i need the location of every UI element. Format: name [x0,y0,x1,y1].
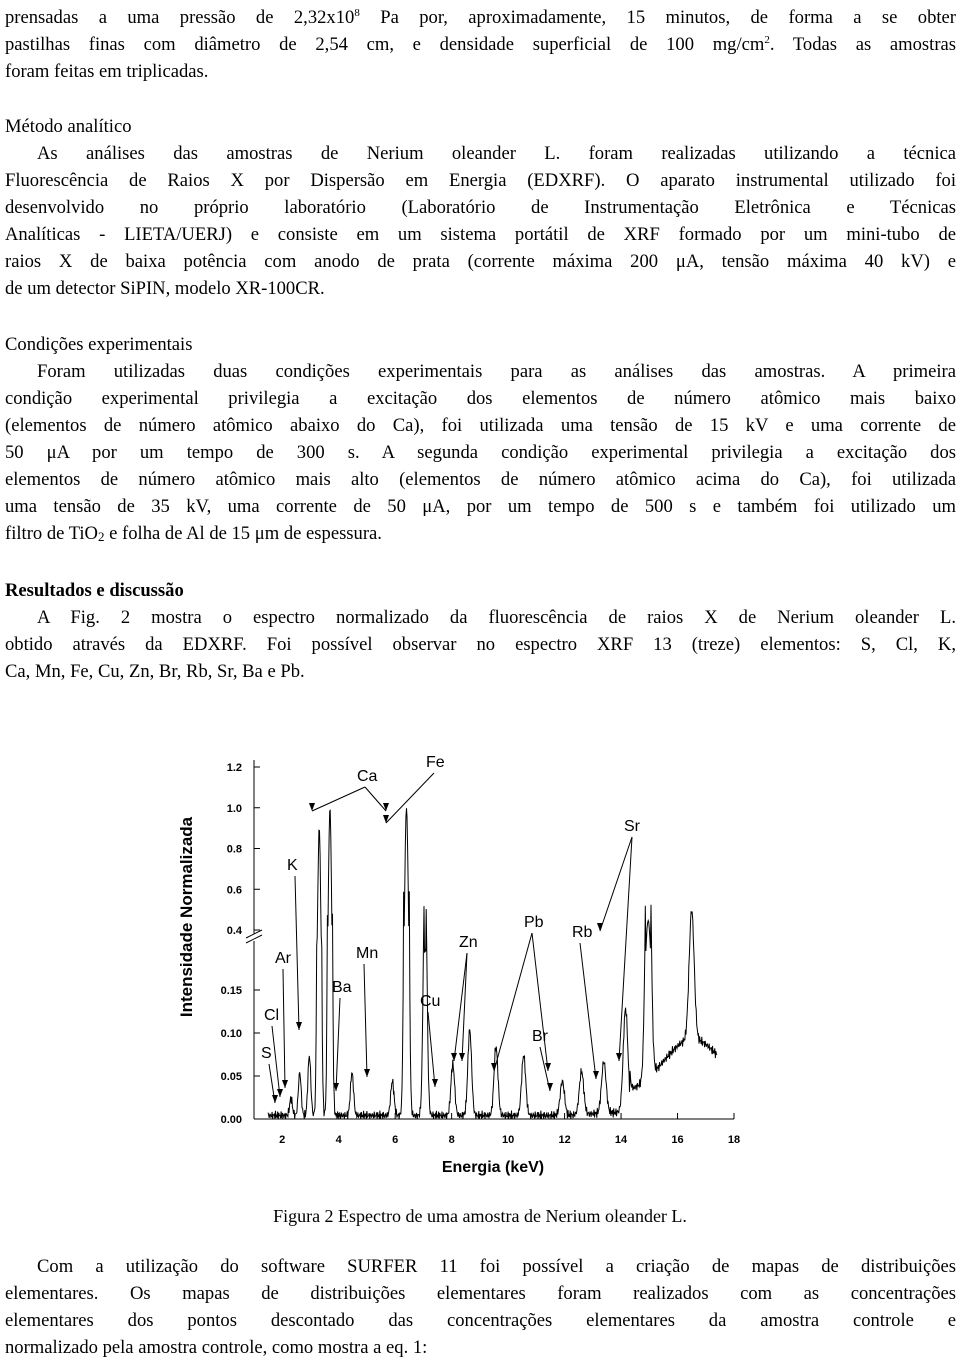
annotation-cl: Cl [264,1007,280,1024]
annotation-s: S [261,1045,272,1062]
annotation-ar: Ar [275,950,291,967]
x-tick-label: 4 [335,1134,342,1146]
annotation-arrow [580,943,596,1079]
y-tick-label: 0.00 [220,1114,242,1126]
condicoes-line: (elementos de número atômico abaixo do Ca), foi utilizada uma tensão de 15 kV e uma corrente de [5,415,956,436]
condicoes-line: condição experimental privilegia a excitação dos elementos de número atômico mais baixo [5,388,956,409]
x-tick-label: 8 [448,1134,455,1146]
closing-line: elementares. Os mapas de distribuições elementares foram realizados com as concentrações [5,1283,956,1304]
arrow-head [459,1053,465,1061]
metodo-line: de um detector SiPIN, modelo XR-100CR. [5,278,325,299]
annotation-rb: Rb [572,924,593,941]
arrow-head [282,1080,288,1088]
condicoes-paragraph [5,358,956,547]
resultados-line: obtido através da EDXRF. Foi possível observar no espectro XRF 13 (treze) elementos: S, Cl, K, [5,634,956,655]
arrow-head [616,1053,622,1061]
annotation-k: K [287,857,298,874]
x-tick-label: 2 [279,1134,286,1146]
annotation-arrow [462,953,467,1061]
y-tick-label: 0.8 [226,843,242,856]
element-annotations [261,754,641,1103]
section-heading-resultados: Resultados e discussão [5,580,184,601]
annotation-arrow [272,1026,280,1097]
annotation-arrow [336,998,340,1091]
metodo-line: raios X de baixa potência com anodo de prata (corrente máxima 200 μA, tensão máxima 40 kV) e [5,251,956,272]
condicoes-line [5,520,956,547]
x-tick-label: 6 [392,1134,399,1146]
x-tick-label: 10 [501,1134,515,1146]
section-heading-condicoes: Condições experimentais [5,334,193,355]
arrow-head [593,1071,599,1079]
intro-exponent: 8 [354,7,360,19]
condicoes-line: Foram utilizadas duas condições experimentais para as análises das amostras. A primeira [37,361,956,382]
annotation-cu: Cu [420,993,441,1010]
annotation-arrow [386,773,434,823]
intro-text-1: prensadas a uma pressão de 2,32x10 [5,7,355,28]
annotation-pb: Pb [524,914,544,931]
x-tick-label: 16 [671,1134,684,1146]
y-tick-label: 0.4 [226,925,242,937]
y-tick-label: 0.10 [220,1028,242,1040]
arrow-head [491,1063,497,1071]
arrow-head [272,1095,278,1103]
y-tick-label: 1.2 [226,762,242,774]
resultados-paragraph [5,604,956,685]
annotation-arrow [454,953,467,1061]
annotation-arrow [428,1012,435,1087]
arrow-head [597,923,603,931]
annotation-ba: Ba [332,979,352,996]
arrow-head [383,803,389,811]
resultados-line: A Fig. 2 mostra o espectro normalizado da fluorescência de raios X de Nerium oleander L. [37,607,956,628]
y-tick-label: 1.0 [226,802,242,815]
condicoes-text: e folha de Al de 15 μm de espessura. [104,523,382,544]
intro-text-5: foram feitas em triplicadas. [5,61,209,82]
intro-text-3: pastilhas finas com diâmetro de 2,54 cm, e densidade superficial de 100 mg/cm [5,34,765,55]
y-tick-label: 0.15 [220,985,242,997]
condicoes-line: uma tensão de 35 kV, uma corrente de 50 μA, por um tempo de 500 s e também foi utilizado um [5,496,956,517]
arrow-head [383,815,389,823]
y-axis-label: Intensidade Normalizada [177,816,196,1018]
arrow-head [545,1063,551,1071]
x-tick-label: 12 [558,1134,571,1146]
intro-superscript: 2 [764,34,770,46]
condicoes-text: filtro de TiO [5,523,98,544]
metodo-line: As análises das amostras de Nerium oleander L. foram realizadas utilizando a técnica [37,143,956,164]
annotation-arrow [364,964,367,1077]
y-tick-label: 0.05 [220,1071,242,1083]
arrow-head [451,1053,457,1061]
closing-line: elementares dos pontos descontado das concentrações elementares da amostra controle e [5,1310,956,1331]
metodo-paragraph [5,140,956,302]
arrow-head [547,1083,553,1091]
metodo-line: Fluorescência de Raios X por Dispersão em Energia (EDXRF). O aparato instrumental utilizado foi [5,170,956,191]
arrow-head [432,1079,438,1087]
x-axis-label: Energia (keV) [441,1159,545,1176]
figure-caption: Figura 2 Espectro de uma amostra de Nerium oleander L. [273,1206,687,1226]
intro-paragraph [5,4,956,85]
annotation-sr: Sr [624,818,640,835]
intro-text-4: . Todas as amostras [769,34,957,55]
closing-paragraph [5,1253,956,1361]
spectrum-line [268,808,717,1119]
annotation-br: Br [532,1028,548,1045]
x-tick-label: 14 [614,1134,628,1146]
closing-line: normalizado pela amostra controle, como mostra a eq. 1: [5,1337,428,1358]
spectrum-chart [160,745,800,1185]
intro-text-2: Pa por, aproximadamente, 15 minutos, de forma a se obter [359,7,956,28]
annotation-arrow [494,933,532,1071]
spectrum-figure [160,745,800,1185]
arrow-head [296,1022,302,1030]
arrow-head [277,1089,283,1097]
annotation-arrow [365,787,386,811]
section-heading-metodo: Método analítico [5,116,132,137]
metodo-line: desenvolvido no próprio laboratório (Laboratório de Instrumentação Eletrônica e Técnicas [5,197,956,218]
annotation-mn: Mn [356,945,379,962]
resultados-line: Ca, Mn, Fe, Cu, Zn, Br, Rb, Sr, Ba e Pb. [5,661,305,682]
condicoes-line: elementos de número atômico mais alto (elementos de número atômico acima do Ca), foi utilizada [5,469,956,490]
closing-line: Com a utilização do software SURFER 11 foi possível a criação de mapas de distribuições [37,1256,956,1277]
annotation-arrow [532,933,548,1071]
x-tick-label: 18 [727,1134,741,1146]
metodo-line: Analíticas - LIETA/UERJ) e consiste em um sistema portátil de XRF formado por um mini-tubo de [5,224,956,245]
annotation-arrow [295,876,299,1030]
annotation-fe: Fe [426,754,445,771]
annotation-arrow [283,969,285,1088]
annotation-ca: Ca [357,768,378,785]
condicoes-subscript: 2 [98,529,105,544]
condicoes-line: 50 μA por um tempo de 300 s. A segunda condição experimental privilegia a excitação dos [5,442,956,463]
y-tick-label: 0.6 [226,884,242,897]
arrow-head [364,1069,370,1077]
annotation-arrow [312,787,365,811]
annotation-zn: Zn [459,934,478,951]
